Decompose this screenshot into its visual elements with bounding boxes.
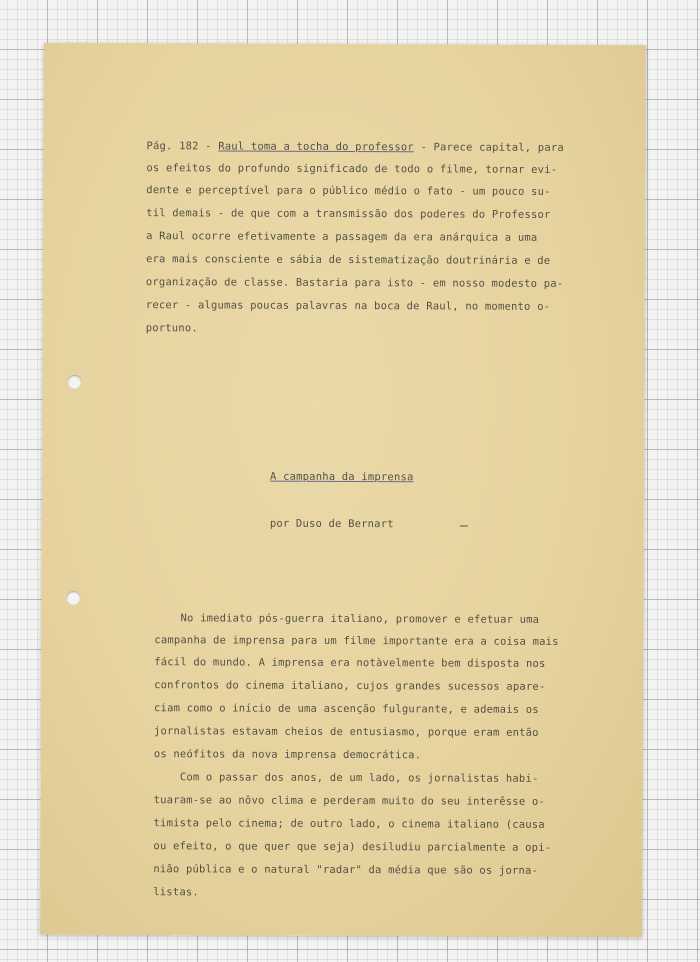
paragraph-line: ou efeito, o que quer que seja) desiludiu parcialmente a opi-	[153, 840, 552, 854]
paragraph-line: os neófitos da nova imprensa democrática.	[153, 748, 422, 762]
punch-hole	[67, 375, 81, 389]
note-line: os efeitos do profundo significado de todo o filme, tornar evi-	[146, 162, 558, 176]
note-line: era mais consciente e sábia de sistematização doutrinária e de	[145, 253, 551, 267]
note-line: a Raul ocorre efetivamente a passagem da era anárquica a uma	[146, 230, 538, 244]
note-line: organização de classe. Bastaria para isto - em nosso modesto pa-	[145, 276, 564, 290]
paragraph-line: Com o passar dos anos, de um lado, os jornalistas habi-	[153, 771, 539, 785]
note-first-line	[146, 139, 563, 155]
byline-wrap	[42, 516, 644, 555]
paragraph-line: nião pública e o natural "radar" da média que são os jorna-	[153, 863, 539, 877]
paragraph-line: jornalistas estavam cheios de entusiasmo, porque eram então	[153, 725, 539, 739]
paragraph-line: listas.	[153, 886, 199, 899]
note-line: portuno.	[145, 322, 198, 335]
typed-page	[40, 43, 646, 938]
note-line: recer - algumas poucas palavras na boca de Raul, no momento o-	[145, 299, 551, 313]
paragraph-line: fácil do mundo. A imprensa era notàvelmente bem disposta nos	[154, 656, 546, 670]
paragraph-1	[41, 611, 643, 762]
note-first-line-rest: - Parece capital, para	[413, 141, 564, 154]
page-ref: Pág. 182 -	[146, 140, 219, 153]
stray-mark	[460, 526, 468, 527]
paragraph-line: campanha de imprensa para um filme importante era a coisa mais	[154, 634, 559, 648]
paragraph-line: confrontos do cinema italiano, cujos grandes sucessos apare-	[154, 679, 546, 693]
note-heading: Raul toma a tocha do professor	[218, 140, 414, 154]
paragraph-line: ciam como o início de uma ascenção fulgurante, e ademais os	[154, 702, 539, 716]
paragraph-line: timista pelo cinema; de outro lado, o cinema italiano (causa	[153, 817, 545, 831]
paragraph-2	[40, 770, 642, 899]
article-title-wrap	[42, 469, 644, 508]
note-block	[43, 139, 646, 335]
byline: por Duso de Bernart	[269, 517, 394, 531]
paragraph-line: No imediato pós-guerra italiano, promover e efetuar uma	[154, 612, 540, 626]
paragraph-line: tuaram-se ao nôvo clima e perderam muito do seu interêsse o-	[153, 794, 545, 808]
article-title: A campanha da imprensa	[270, 470, 414, 484]
punch-hole	[66, 591, 80, 605]
note-line: til demais - de que com a transmissão dos poderes do Professor	[146, 207, 551, 221]
note-line: dente e perceptível para o público médio o fato - um pouco su-	[146, 184, 551, 198]
